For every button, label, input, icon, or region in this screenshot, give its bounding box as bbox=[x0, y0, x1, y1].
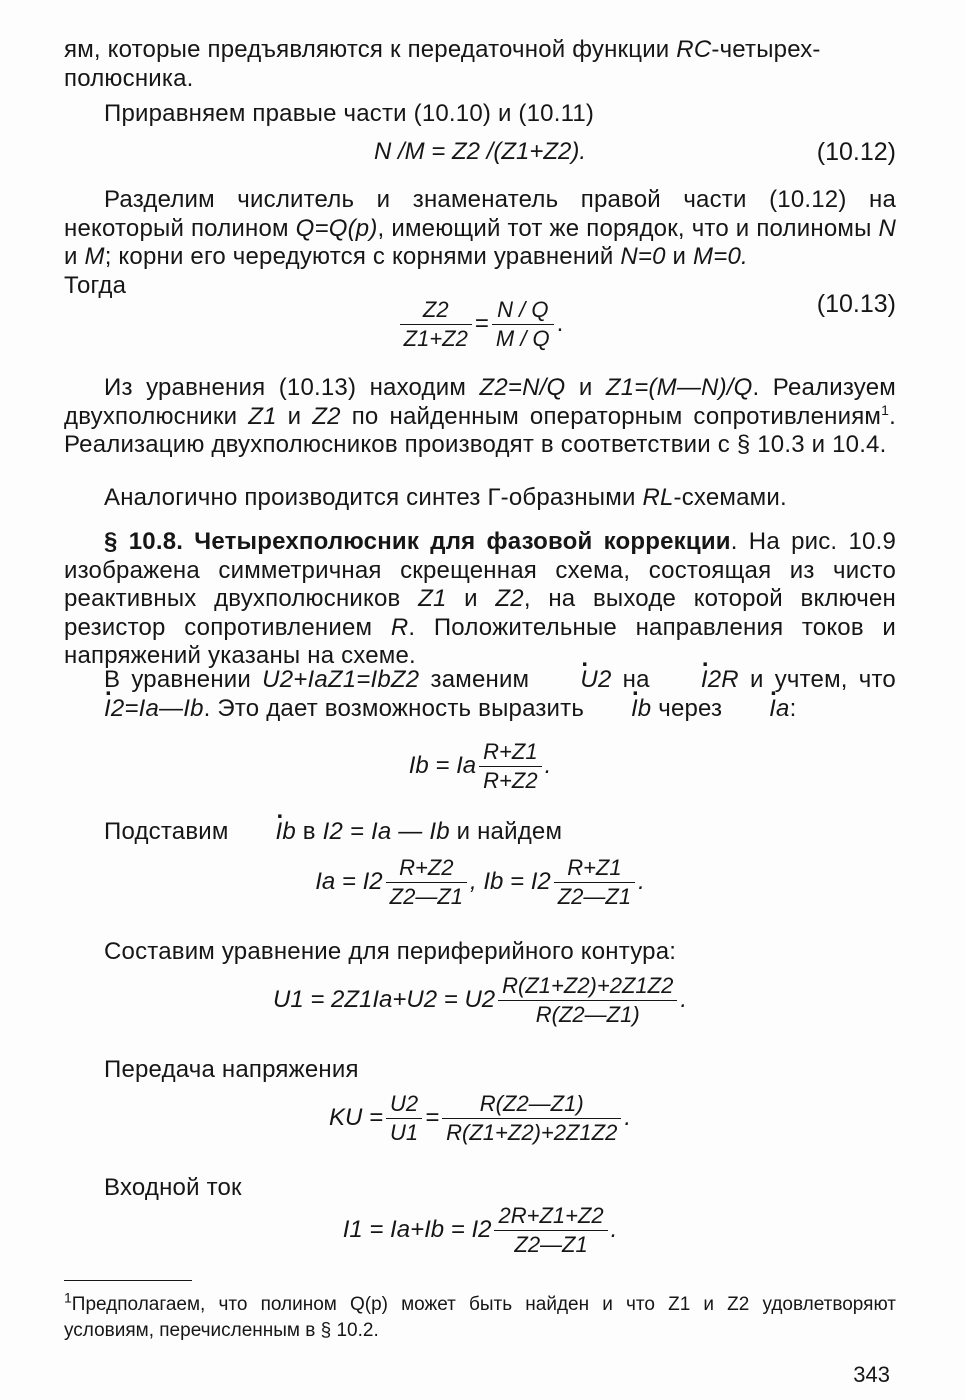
fraction: $\frac{R(Z2—Z1)}{R(Z1+Z2)+2Z1Z2}$ bbox=[442, 1090, 621, 1147]
fraction: $\frac{R+Z1}{R+Z2}$ bbox=[479, 738, 541, 795]
footnote bbox=[64, 1289, 896, 1344]
fraction: $\frac{2R+Z1+Z2}{Z2—Z1}$ bbox=[494, 1202, 607, 1259]
equation-ia-ib: Ia = I2 $\frac{R+Z2}{Z2—Z1}$ , Ib = I2 $\frac{R+Z1}{Z2—Z1}$ . bbox=[315, 855, 645, 909]
footnote-number: 1 bbox=[64, 1289, 72, 1306]
paragraph-equation-substitution: В уравнении U2+IaZ1=IbZ2 заменим . U2 на . I2R и учтем, что . I2=Ia—Ib. Это дает возможность выразить . Ib через . Ia: bbox=[64, 666, 896, 723]
footnote-text: Предполагаем, что полином Q(p) может быть найден и что Z1 и Z2 удовлетворяют условиям, перечисленным в § 10.2. bbox=[64, 1294, 896, 1341]
paragraph-voltage-transfer: Передача напряжения bbox=[104, 1056, 359, 1083]
page-number: 343 bbox=[853, 1362, 890, 1387]
fraction: $\frac{R+Z2}{Z2—Z1}$ bbox=[386, 854, 467, 911]
equation-ku: KU = $\frac{U2}{U1}$ = $\frac{R(Z2—Z1)}{R(Z1+Z2)+2Z1Z2}$ . bbox=[328, 1091, 631, 1145]
equation-u1: U1 = 2Z1Ia+U2 = U2 $\frac{R(Z1+Z2)+2Z1Z2}{R(Z2—Z1)}$ . bbox=[273, 973, 687, 1027]
paragraph-equate: Приравняем правые части (10.10) и (10.11) bbox=[104, 100, 595, 127]
equation-10-12: N /M = Z2 /(Z1+Z2). bbox=[373, 138, 587, 165]
paragraph-similar: Аналогично производится синтез Г-образными RL-схемами. bbox=[104, 484, 787, 511]
paragraph-contour: Составим уравнение для периферийного контура: bbox=[104, 938, 677, 965]
footnote-marker: 1 bbox=[881, 401, 890, 418]
equation-i1: I1 = Ia+Ib = I2 $\frac{2R+Z1+Z2}{Z2—Z1}$ . bbox=[342, 1203, 618, 1257]
paragraph-realize: Из уравнения (10.13) находим Z2=N/Q и Z1=(M—N)/Q. Реализуем двухполюсники Z1 и Z2 по найденным операторным сопротивлениям$^1$. Реализацию двухполюсников производят в соответствии с § 10.3 и 10.4. bbox=[64, 374, 896, 458]
fraction: $\frac{N / Q}{M / Q}$ bbox=[492, 296, 554, 353]
fraction: $\frac{U2}{U1}$ bbox=[386, 1090, 422, 1147]
equation-number-10-13: (10.13) bbox=[816, 290, 896, 318]
fraction: $\frac{Z2}{Z1+Z2}$ bbox=[400, 296, 472, 353]
fraction: $\frac{R(Z1+Z2)+2Z1Z2}{R(Z2—Z1)}$ bbox=[498, 972, 677, 1029]
equation-ib: Ib = Ia $\frac{R+Z1}{R+Z2}$ . bbox=[408, 739, 552, 793]
paragraph-intro: ям, которые предъявляются к передаточной функции RC-четырех- полюсника. bbox=[64, 36, 821, 92]
section-10-8: § 10.8. Четырехполюсник для фазовой коррекции. На рис. 10.9 изображена симметричная скрещенная схема, состоящая из чисто реактивных двухполюсников Z1 и Z2, на выходе которой включен резистор сопротивлением R. Положительные направления токов и напряжений указаны на схеме. bbox=[64, 528, 896, 669]
paragraph-substitute: Подставим . Ib в I2 = Ia — Ib и найдем bbox=[64, 818, 896, 847]
section-heading: § 10.8. Четырехполюсник для фазовой коррекции bbox=[104, 528, 731, 555]
equation-10-13: $\frac{Z2}{Z1+Z2}$ = $\frac{N / Q}{M / Q}$ . bbox=[64, 296, 896, 353]
equation-number-10-12: (10.12) bbox=[816, 138, 896, 166]
fraction: $\frac{R+Z1}{Z2—Z1}$ bbox=[554, 854, 635, 911]
footnote-divider bbox=[64, 1280, 192, 1281]
paragraph-divide: Разделим числитель и знаменатель правой части (10.12) на некоторый полином Q=Q(p), имеющий тот же порядок, что и полиномы N и M; корни его чередуются с корнями уравнений N=0 и M=0. Тогда bbox=[64, 186, 897, 299]
paragraph-input-current: Входной ток bbox=[104, 1174, 242, 1201]
